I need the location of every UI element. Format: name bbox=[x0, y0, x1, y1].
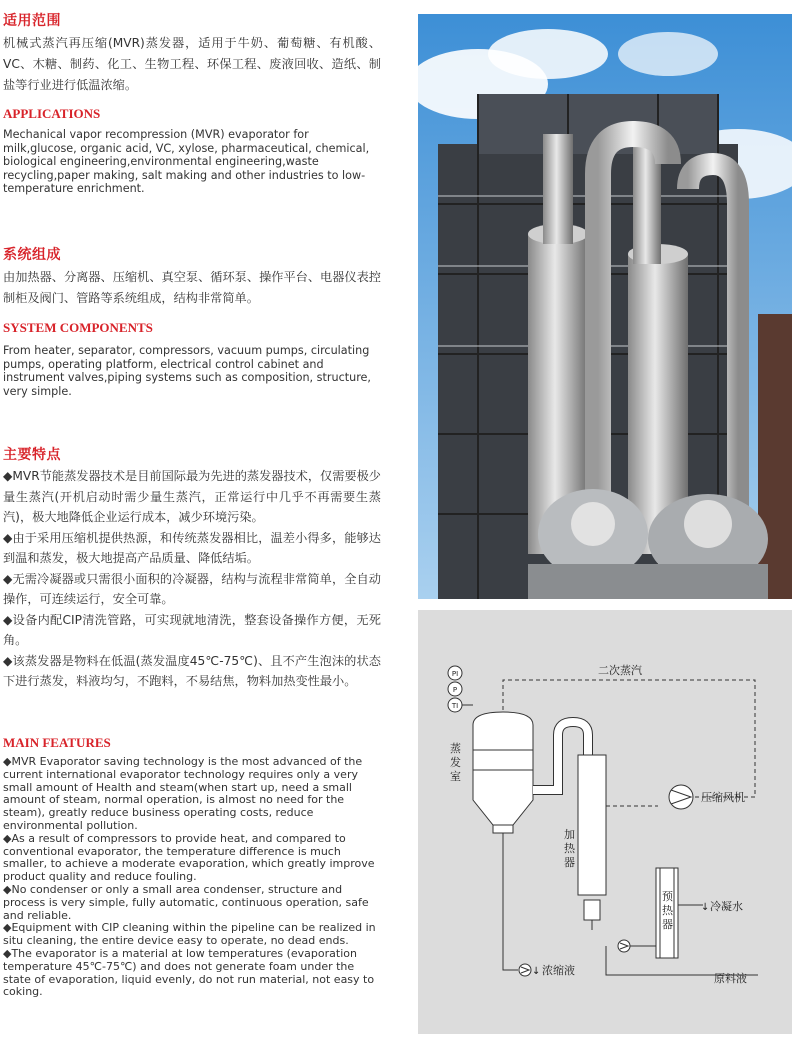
components-title-cn: 系统组成 bbox=[3, 247, 61, 263]
feature-item-cn: ◆由于采用压缩机提供热源，和传统蒸发器相比，温差小得多，能够达到温和蒸发，极大地提高产品质量、降低结垢。 bbox=[3, 530, 381, 565]
concentrate-label: 浓缩液 bbox=[542, 964, 575, 977]
components-text-en: From heater, separator, compressors, vacuum pumps, circulating pumps, operating platform, electrical control cabinet and instrument valves,piping systems such as composition, structure, very simple. bbox=[3, 344, 371, 398]
feature-item-en: ◆MVR Evaporator saving technology is the most advanced of the current international evaporator technology requires only a very small amount of Health and steam(when start up, need a small amount of steam, normal operation, is almost no need for the steam), greatly reduce business operating costs, reduce environmental pollution. bbox=[3, 755, 363, 832]
evap-label-3: 室 bbox=[450, 770, 461, 783]
feed-pump-symbol bbox=[618, 940, 630, 952]
applications-text-cn: 机械式蒸汽再压缩(MVR)蒸发器，适用于牛奶、葡萄糖、有机酸、VC、木糖、制药、化工、生物工程、环保工程、废液回收、造纸、制盐等行业进行低温浓缩。 bbox=[3, 36, 381, 92]
applications-section-en bbox=[3, 106, 381, 196]
preheater-label-1: 预 bbox=[662, 890, 673, 903]
feature-item-en: ◆The evaporator is a material at low temperatures (evaporation temperature 45℃-75℃) and does not generate foam under the state of evaporation, liquid evenly, do not run material, not easy to coking. bbox=[3, 946, 375, 999]
preheater-label-3: 器 bbox=[662, 918, 673, 931]
svg-text:↓: ↓ bbox=[532, 966, 541, 977]
applications-text-en: Mechanical vapor recompression (MVR) evaporator for milk,glucose, organic acid, VC, xylose, pharmaceutical, chemical, biological engineering,environmental engineering,waste recycling,paper making, salt making and other industries to low-temperature enrichment. bbox=[3, 128, 370, 196]
process-flow-diagram bbox=[418, 610, 792, 1034]
feature-item-en: ◆As a result of compressors to provide heat, and compared to conventional evaporator, the temperature difference is much smaller, to achieve a moderate evaporation, which greatly improve product quality and reduce fouling. bbox=[3, 831, 375, 884]
instrument-p: P bbox=[452, 686, 458, 694]
evap-label-2: 发 bbox=[450, 756, 461, 769]
heater-label-1: 加 bbox=[564, 828, 575, 841]
heater-label-2: 热 bbox=[564, 842, 575, 855]
feature-item-cn: ◆设备内配CIP清洗管路，可实现就地清洗，整套设备操作方便，无死角。 bbox=[3, 612, 381, 647]
applications-title-cn: 适用范围 bbox=[3, 13, 61, 29]
feature-item-en: ◆No condenser or only a small area condenser, structure and process is very simple, fully automatic, continuous operation, safe and reliable. bbox=[3, 882, 369, 922]
svg-text:↓: ↓ bbox=[701, 902, 710, 913]
heater-vessel bbox=[578, 755, 606, 920]
condensate-label: 冷凝水 bbox=[710, 900, 743, 913]
features-section bbox=[3, 444, 381, 692]
heater-label-3: 器 bbox=[564, 856, 575, 869]
evaporator-plant-photo bbox=[418, 14, 792, 599]
components-title-en: SYSTEM COMPONENTS bbox=[3, 320, 153, 335]
applications-title-en: APPLICATIONS bbox=[3, 106, 101, 121]
feature-item-cn: ◆MVR节能蒸发器技术是目前国际最为先进的蒸发器技术，仅需要极少量生蒸汽(开机启动时需少量生蒸汽，正常运行中几乎不再需要生蒸汽)，极大地降低企业运行成本，减少环境污染。 bbox=[3, 469, 381, 524]
evaporation-chamber bbox=[473, 712, 533, 833]
secondary-steam-line bbox=[503, 680, 755, 797]
plant-illustration bbox=[418, 14, 792, 599]
components-text-cn: 由加热器、分离器、压缩机、真空泵、循环泵、操作平台、电器仪表控制柜及阀门、管路等系统组成，结构非常简单。 bbox=[3, 270, 381, 305]
flow-diagram-svg bbox=[418, 610, 792, 1034]
components-section-en bbox=[3, 320, 381, 398]
features-title-cn: 主要特点 bbox=[3, 447, 61, 463]
features-title-en: MAIN FEATURES bbox=[3, 735, 111, 750]
feature-item-cn: ◆无需冷凝器或只需很小面积的冷凝器，结构与流程非常简单，全自动操作，可连续运行，安全可靠。 bbox=[3, 571, 381, 606]
compressor-fan-label: 压缩风机 bbox=[701, 791, 745, 804]
components-section bbox=[3, 244, 381, 309]
compressor-fan-symbol bbox=[669, 785, 693, 809]
raw-liquid-label: 原料液 bbox=[714, 972, 747, 985]
feature-item-cn: ◆该蒸发器是物料在低温(蒸发温度45℃-75℃)、且不产生泡沫的状态下进行蒸发，料液均匀，不跑料，不易结焦，物料加热变性最小。 bbox=[3, 653, 381, 688]
feature-item-en: ◆Equipment with CIP cleaning within the pipeline can be realized in situ cleaning, the entire device easy to operate, no dead ends. bbox=[3, 921, 376, 948]
instrument-pi: PI bbox=[451, 670, 459, 678]
features-section-en bbox=[3, 735, 381, 999]
evap-label-1: 蒸 bbox=[450, 742, 461, 755]
secondary-steam-label: 二次蒸汽 bbox=[598, 664, 642, 677]
applications-section bbox=[3, 10, 381, 96]
concentrate-pump-symbol bbox=[519, 964, 531, 976]
preheater-label-2: 热 bbox=[662, 904, 673, 917]
instrument-ti: TI bbox=[451, 702, 459, 710]
